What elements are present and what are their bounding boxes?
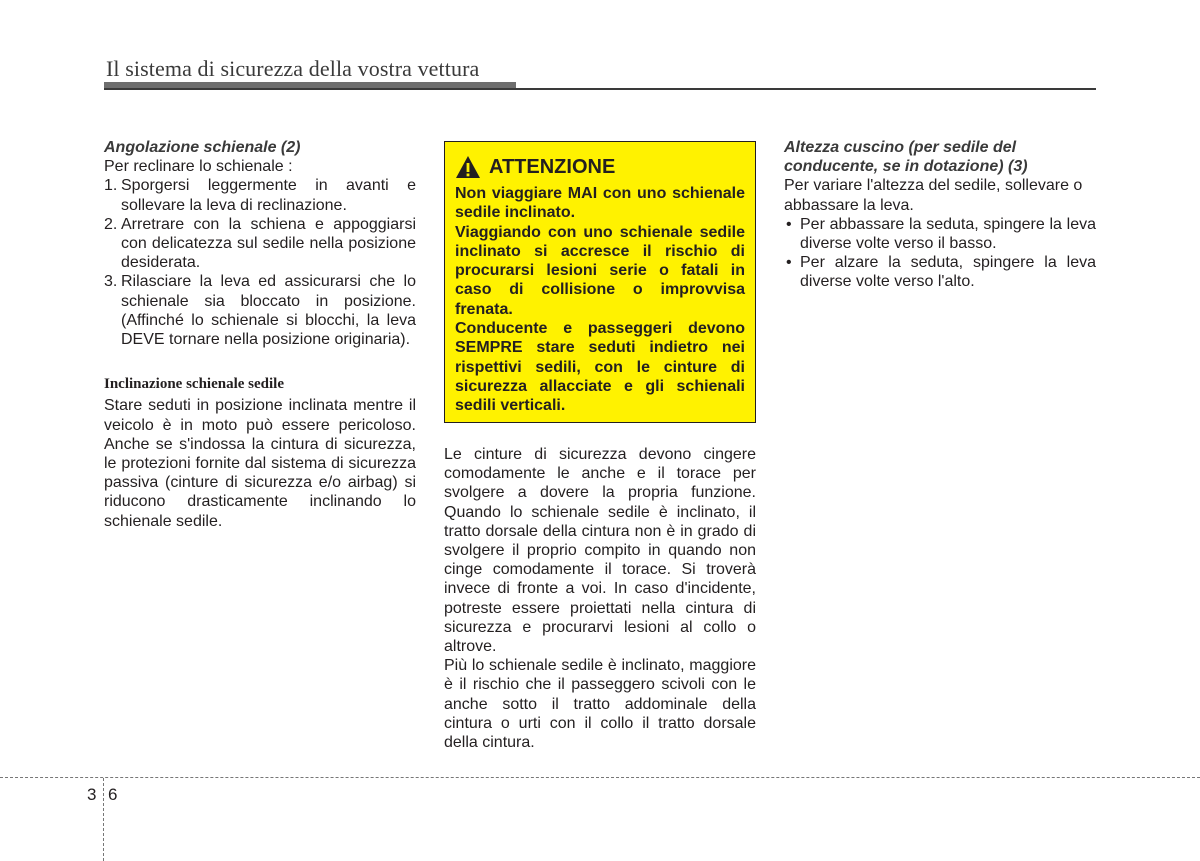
warning-header <box>455 154 745 180</box>
list-item <box>784 215 1096 253</box>
bullet-text: Per abbassare la seduta, spingere la leva diverse volte verso il basso. <box>800 215 1096 253</box>
section-title-backrest-inclination: Inclinazione schienale sedile <box>104 376 284 393</box>
section-title-cushion-height: Altezza cuscino (per sedile del conducente, se in dotazione) (3) <box>784 139 1028 176</box>
middle-column <box>444 445 756 752</box>
warning-paragraph: Non viaggiare MAI con uno schienale sedile inclinato. <box>455 185 745 222</box>
step-number: 3. <box>104 273 118 291</box>
list-item <box>104 176 416 214</box>
recline-intro: Per reclinare lo schienale : <box>104 158 293 176</box>
section-title-backrest-angle: Angolazione schienale (2) <box>104 139 301 156</box>
cushion-intro: Per variare l'altezza del sedile, sollevare o abbassare la leva. <box>784 177 1083 214</box>
header-rule-thin <box>104 88 1096 90</box>
warning-title: ATTENZIONE <box>489 155 616 178</box>
seatbelt-paragraph: Più lo schienale sedile è inclinato, maggiore è il rischio che il passeggero scivoli con le anche sotto il tratto addominale della cintura o urti con il collo il tratto dorsale della cintura. <box>444 657 756 752</box>
list-item <box>104 215 416 273</box>
warning-box <box>444 141 756 423</box>
inclination-paragraph: Stare seduti in posizione inclinata mentre il veicolo è in moto può essere pericoloso. Anche se s'indossa la cintura di sicurezza, le protezioni fornite dal sistema di sicurezza passiva (cinture di sicurezza e/o airbag) si riducono drasticamente inclinando lo schienale sedile. <box>104 397 416 530</box>
step-text: Arretrare con la schiena e appoggiarsi con delicatezza sul sedile nella posizione desiderata. <box>121 215 416 272</box>
bullet: • <box>786 254 792 272</box>
bullet: • <box>786 215 792 233</box>
left-column <box>104 138 416 531</box>
chapter-number: 3 <box>87 785 97 804</box>
recline-steps-list <box>104 176 416 349</box>
step-number: 1. <box>104 177 118 195</box>
page-number: 6 <box>108 785 118 804</box>
step-text: Sporgersi leggermente in avanti e sollevare la leva di reclinazione. <box>121 177 416 214</box>
footer-vertical-dashed-rule <box>103 778 104 861</box>
warning-paragraph: Conducente e passeggeri devono SEMPRE stare seduti indietro nei rispettivi sedili, con le cinture di sicurezza allacciate e gli schienali sedili verticali. <box>455 320 745 415</box>
list-item <box>104 272 416 349</box>
page-header-title: Il sistema di sicurezza della vostra vettura <box>106 56 480 81</box>
right-column <box>784 138 1096 292</box>
list-item <box>784 253 1096 291</box>
step-number: 2. <box>104 215 118 233</box>
seatbelt-paragraph: Le cinture di sicurezza devono cingere comodamente le anche e il torace per svolgere a dovere la propria funzione. Quando lo schienale sedile è inclinato, il tratto dorsale della cintura non è in grado di svolgere il proprio compito in quando non cinge comodamente il torace. Si troverà invece di fronte a voi. In caso d'incidente, potreste essere proiettati nella cintura di sicurezza e procurarvi lesioni al collo o altrove. <box>444 446 756 656</box>
warning-paragraph: Viaggiando con uno schienale sedile inclinato si accresce il rischio di procurarsi lesioni serie o fatali in caso di collisione o improvvisa frenata. <box>455 223 745 318</box>
warning-triangle-icon <box>455 155 481 179</box>
step-text: Rilasciare la leva ed assicurarsi che lo schienale sia bloccato in posizione. (Affinché lo schienale si blocchi, la leva DEVE tornare nella posizione originaria). <box>121 273 416 349</box>
cushion-bullets-list <box>784 215 1096 292</box>
bullet-text: Per alzare la seduta, spingere la leva diverse volte verso l'alto. <box>800 254 1096 291</box>
footer-dashed-rule <box>0 777 1200 778</box>
